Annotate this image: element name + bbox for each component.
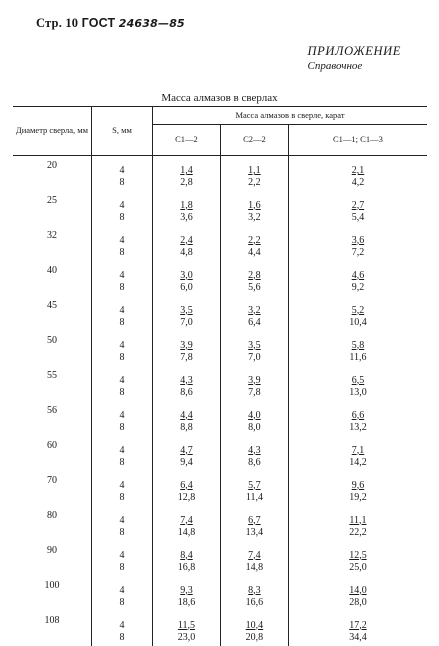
mass-cell — [220, 471, 288, 506]
mass-value-s4: 4,6 — [351, 269, 365, 281]
gost-label: ГОСТ — [81, 16, 116, 30]
s-value: 8 — [119, 351, 125, 363]
mass-value-s4: 4,3 — [248, 444, 261, 456]
mass-value-s4: 5,2 — [351, 304, 365, 316]
table-row — [13, 366, 427, 401]
mass-cell — [220, 611, 288, 646]
mass-value-s8: 4,8 — [180, 246, 193, 258]
mass-cell — [153, 156, 221, 191]
s-value: 4 — [119, 514, 125, 526]
diameter-value: 20 — [47, 160, 57, 171]
mass-value-s8: 7,8 — [248, 386, 261, 398]
s-value: 8 — [119, 421, 125, 433]
mass-value-s4: 4,7 — [180, 444, 193, 456]
mass-cell — [220, 261, 288, 296]
mass-value-s8: 11,6 — [349, 351, 367, 363]
mass-value-s4: 8,4 — [180, 549, 193, 561]
mass-cell — [153, 401, 221, 436]
mass-value-s8: 8,6 — [248, 456, 261, 468]
mass-value-s4: 1,8 — [180, 199, 193, 211]
diameter-cell — [13, 506, 92, 541]
table-row — [13, 296, 427, 331]
mass-value-s4: 7,1 — [351, 444, 365, 456]
table-row — [13, 576, 427, 611]
mass-value-s4: 4,0 — [248, 409, 261, 421]
table-row — [13, 226, 427, 261]
mass-value-s4: 6,5 — [351, 374, 365, 386]
table-row — [13, 261, 427, 296]
mass-cell — [220, 366, 288, 401]
mass-cell — [288, 436, 427, 471]
diameter-cell — [13, 401, 92, 436]
page-header — [36, 16, 185, 31]
gost-number: 24638—85 — [118, 17, 185, 30]
mass-cell — [153, 436, 221, 471]
col-header-s: S, мм — [92, 107, 153, 156]
s-cell — [92, 576, 153, 611]
table-row — [13, 506, 427, 541]
diameter-value: 56 — [47, 404, 57, 416]
mass-cell — [220, 296, 288, 331]
s-value: 4 — [119, 584, 125, 596]
mass-value-s8: 13,2 — [349, 421, 367, 433]
mass-value-s8: 18,6 — [177, 596, 196, 608]
mass-value-s8: 2,8 — [180, 177, 193, 188]
table-body — [13, 156, 427, 646]
s-value: 4 — [119, 549, 125, 561]
mass-cell — [288, 471, 427, 506]
s-value: 8 — [119, 211, 125, 223]
mass-value-s8: 22,2 — [349, 526, 367, 538]
s-value: 8 — [119, 456, 125, 468]
mass-value-s8: 14,2 — [349, 456, 367, 468]
s-value: 4 — [119, 479, 125, 491]
mass-value-s4: 6,6 — [351, 409, 365, 421]
mass-value-s8: 9,2 — [351, 281, 365, 293]
mass-value-s4: 5,7 — [248, 479, 261, 491]
s-value: 8 — [119, 596, 125, 608]
mass-value-s8: 8,6 — [180, 386, 193, 398]
s-cell — [92, 401, 153, 436]
mass-cell — [220, 331, 288, 366]
mass-value-s8: 6,4 — [248, 316, 261, 328]
mass-value-s4: 6,4 — [180, 479, 193, 491]
s-value: 8 — [119, 631, 125, 643]
mass-value-s4: 17,2 — [349, 619, 367, 631]
mass-cell — [220, 576, 288, 611]
mass-cell — [153, 261, 221, 296]
mass-value-s8: 9,4 — [180, 456, 193, 468]
s-cell — [92, 156, 153, 191]
mass-cell — [288, 226, 427, 261]
col-header-c2: С2—2 — [220, 125, 288, 156]
mass-value-s4: 2,4 — [180, 234, 193, 246]
table-row — [13, 331, 427, 366]
diameter-cell — [13, 191, 92, 226]
table-row — [13, 191, 427, 226]
mass-cell — [153, 576, 221, 611]
mass-value-s4: 4,4 — [180, 409, 193, 421]
table-row — [13, 401, 427, 436]
s-value: 4 — [119, 619, 125, 631]
diameter-value: 108 — [44, 614, 60, 626]
mass-cell — [220, 541, 288, 576]
mass-value-s8: 5,4 — [351, 211, 365, 223]
mass-value-s8: 13,4 — [245, 526, 264, 538]
mass-value-s8: 12,8 — [177, 491, 196, 503]
mass-value-s4: 6,7 — [248, 514, 261, 526]
table-row — [13, 541, 427, 576]
diameter-cell — [13, 296, 92, 331]
s-cell — [92, 436, 153, 471]
mass-value-s8: 7,0 — [180, 316, 193, 328]
mass-cell — [288, 401, 427, 436]
s-cell — [92, 261, 153, 296]
s-cell — [92, 331, 153, 366]
mass-value-s4: 14,0 — [349, 584, 367, 596]
mass-cell — [288, 296, 427, 331]
mass-cell — [220, 156, 288, 191]
mass-cell — [153, 611, 221, 646]
mass-value-s8: 2,2 — [248, 177, 261, 188]
mass-value-s4: 9,3 — [180, 584, 193, 596]
mass-value-s4: 3,9 — [180, 339, 193, 351]
mass-value-s8: 16,8 — [177, 561, 196, 573]
mass-value-s8: 8,0 — [248, 421, 261, 433]
mass-value-s8: 8,8 — [180, 421, 193, 433]
mass-cell — [220, 226, 288, 261]
mass-cell — [288, 611, 427, 646]
s-value: 4 — [119, 165, 125, 176]
s-value: 8 — [119, 526, 125, 538]
mass-cell — [153, 366, 221, 401]
mass-cell — [153, 226, 221, 261]
mass-value-s8: 6,0 — [180, 281, 193, 293]
s-cell — [92, 366, 153, 401]
s-cell — [92, 226, 153, 261]
mass-value-s8: 16,6 — [245, 596, 264, 608]
diameter-value: 55 — [47, 369, 57, 381]
mass-cell — [288, 576, 427, 611]
page-number: Стр. 10 — [36, 16, 79, 30]
mass-value-s4: 1,4 — [180, 165, 193, 176]
s-value: 8 — [119, 281, 125, 293]
mass-value-s4: 3,9 — [248, 374, 261, 386]
mass-value-s4: 3,5 — [248, 339, 261, 351]
diameter-cell — [13, 611, 92, 646]
mass-value-s8: 3,2 — [248, 211, 261, 223]
mass-value-s8: 5,6 — [248, 281, 261, 293]
mass-value-s8: 7,0 — [248, 351, 261, 363]
mass-value-s4: 1,1 — [248, 165, 261, 176]
mass-value-s8: 34,4 — [349, 631, 367, 643]
diameter-value: 60 — [47, 439, 57, 451]
mass-value-s4: 1,6 — [248, 199, 261, 211]
mass-value-s8: 19,2 — [349, 491, 367, 503]
s-value: 8 — [119, 561, 125, 573]
appendix-subtitle: Справочное — [307, 60, 363, 72]
mass-value-s4: 3,0 — [180, 269, 193, 281]
mass-cell — [220, 436, 288, 471]
diameter-cell — [13, 261, 92, 296]
mass-value-s4: 2,7 — [351, 199, 365, 211]
diameter-value: 25 — [47, 194, 57, 206]
col-header-c3: С1—1; С1—3 — [288, 125, 427, 156]
col-header-c1: С1—2 — [153, 125, 221, 156]
s-value: 4 — [119, 339, 125, 351]
mass-cell — [153, 296, 221, 331]
s-cell — [92, 611, 153, 646]
s-cell — [92, 506, 153, 541]
diameter-value: 80 — [47, 509, 57, 521]
diameter-value: 40 — [47, 264, 57, 276]
s-value: 8 — [119, 316, 125, 328]
mass-cell — [288, 156, 427, 191]
s-value: 8 — [119, 386, 125, 398]
diameter-cell — [13, 576, 92, 611]
mass-value-s8: 11,4 — [245, 491, 263, 503]
table-row — [13, 611, 427, 646]
mass-value-s8: 7,2 — [351, 246, 365, 258]
mass-value-s4: 5,8 — [351, 339, 365, 351]
mass-cell — [153, 506, 221, 541]
s-value: 8 — [119, 177, 125, 188]
mass-value-s8: 3,6 — [180, 211, 193, 223]
s-cell — [92, 471, 153, 506]
appendix-title: ПРИЛОЖЕНИЕ — [307, 44, 401, 58]
diameter-value: 32 — [47, 229, 57, 241]
s-value: 4 — [119, 374, 125, 386]
diameter-cell — [13, 226, 92, 261]
mass-value-s4: 2,8 — [248, 269, 261, 281]
mass-value-s4: 8,3 — [248, 584, 261, 596]
mass-value-s8: 4,2 — [351, 177, 365, 188]
mass-value-s4: 9,6 — [351, 479, 365, 491]
diameter-value: 70 — [47, 474, 57, 486]
mass-value-s4: 3,5 — [180, 304, 193, 316]
mass-value-s8: 13,0 — [349, 386, 367, 398]
s-value: 4 — [119, 304, 125, 316]
s-value: 4 — [119, 199, 125, 211]
mass-cell — [153, 541, 221, 576]
mass-value-s8: 28,0 — [349, 596, 367, 608]
mass-cell — [288, 331, 427, 366]
mass-value-s4: 12,5 — [349, 549, 367, 561]
s-value: 4 — [119, 444, 125, 456]
diameter-value: 50 — [47, 334, 57, 346]
mass-value-s4: 7,4 — [248, 549, 261, 561]
table-title: Масса алмазов в сверлах — [161, 92, 278, 104]
mass-cell — [153, 331, 221, 366]
diameter-value: 45 — [47, 299, 57, 311]
table-row — [13, 436, 427, 471]
appendix-heading — [308, 44, 401, 72]
diameter-cell — [13, 471, 92, 506]
diameter-cell — [13, 331, 92, 366]
mass-cell — [288, 261, 427, 296]
mass-value-s4: 11,5 — [177, 619, 196, 631]
s-cell — [92, 191, 153, 226]
diameter-value: 90 — [47, 544, 57, 556]
mass-value-s4: 4,3 — [180, 374, 193, 386]
mass-cell — [288, 366, 427, 401]
diameter-cell — [13, 436, 92, 471]
s-value: 8 — [119, 246, 125, 258]
s-value: 4 — [119, 269, 125, 281]
mass-value-s4: 2,1 — [351, 165, 365, 176]
mass-value-s8: 20,8 — [245, 631, 264, 643]
table-row — [13, 471, 427, 506]
mass-cell — [153, 191, 221, 226]
s-value: 4 — [119, 409, 125, 421]
mass-value-s8: 25,0 — [349, 561, 367, 573]
table-row — [13, 156, 427, 191]
mass-value-s8: 4,4 — [248, 246, 261, 258]
s-value: 8 — [119, 491, 125, 503]
col-header-diameter: Диаметр сверла, мм — [13, 107, 92, 156]
col-header-mass-group: Масса алмазов в сверле, карат — [153, 107, 428, 125]
mass-cell — [220, 191, 288, 226]
mass-cell — [288, 541, 427, 576]
mass-cell — [220, 401, 288, 436]
s-value: 4 — [119, 234, 125, 246]
mass-value-s4: 10,4 — [245, 619, 264, 631]
mass-value-s8: 23,0 — [177, 631, 196, 643]
mass-cell — [288, 506, 427, 541]
diamond-mass-table — [13, 106, 427, 646]
s-cell — [92, 296, 153, 331]
s-cell — [92, 541, 153, 576]
mass-cell — [288, 191, 427, 226]
diameter-cell — [13, 541, 92, 576]
mass-cell — [153, 471, 221, 506]
mass-value-s8: 14,8 — [177, 526, 196, 538]
mass-value-s4: 11,1 — [349, 514, 367, 526]
mass-value-s8: 14,8 — [245, 561, 264, 573]
diameter-value: 100 — [44, 579, 60, 591]
mass-value-s4: 7,4 — [180, 514, 193, 526]
mass-value-s4: 2,2 — [248, 234, 261, 246]
mass-cell — [220, 506, 288, 541]
mass-value-s4: 3,2 — [248, 304, 261, 316]
diameter-cell — [13, 156, 92, 191]
diameter-cell — [13, 366, 92, 401]
mass-value-s4: 3,6 — [351, 234, 365, 246]
mass-value-s8: 7,8 — [180, 351, 193, 363]
mass-value-s8: 10,4 — [349, 316, 367, 328]
